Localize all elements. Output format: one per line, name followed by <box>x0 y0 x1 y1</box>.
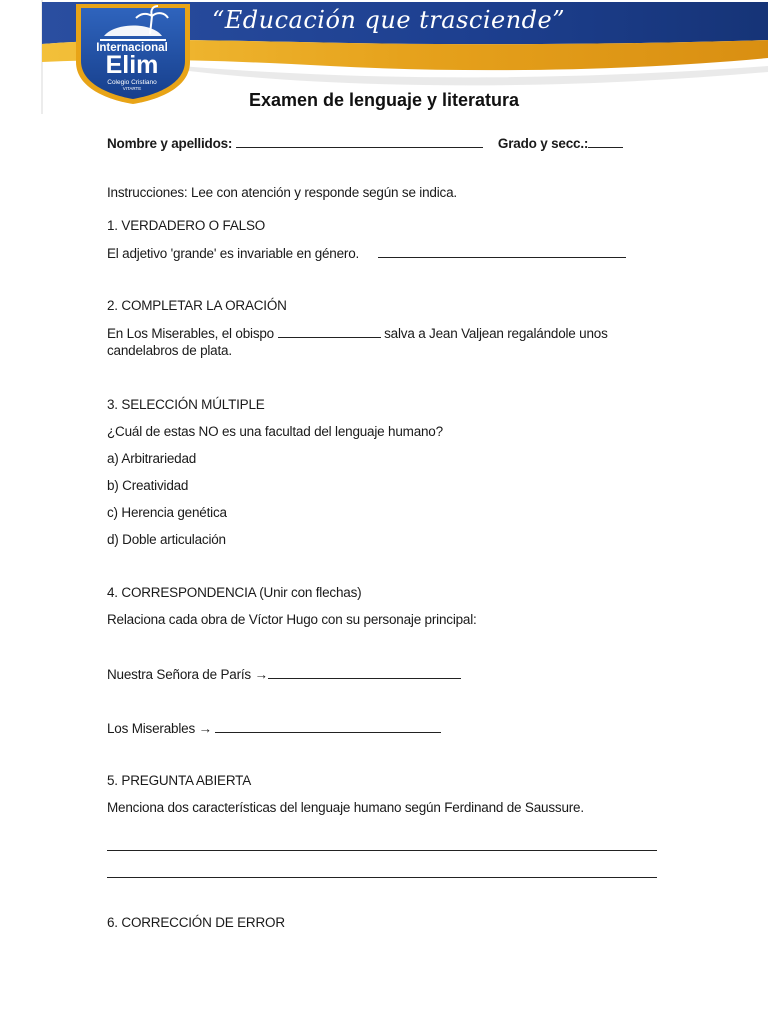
q1-heading: 1. VERDADERO O FALSO <box>107 218 266 233</box>
q5-heading: 5. PREGUNTA ABIERTA <box>107 773 251 788</box>
q2-heading: 2. COMPLETAR LA ORACIÓN <box>107 298 287 313</box>
q3-option-c[interactable]: c) Herencia genética <box>107 505 227 520</box>
logo-word-elim: Elim <box>105 51 159 79</box>
q4-item-2-label: Los Miserables → <box>107 721 212 736</box>
logo-word-vitarte: VITARTE <box>122 86 142 91</box>
q3-option-b[interactable]: b) Creatividad <box>107 478 189 493</box>
student-info-row <box>107 135 623 151</box>
q4-prompt: Relaciona cada obra de Víctor Hugo con su personaje principal: <box>107 612 477 627</box>
q5-answer-line-2[interactable] <box>107 877 657 878</box>
exam-title: Examen de lenguaje y literatura <box>248 90 520 110</box>
q4-item-1 <box>107 666 461 682</box>
school-motto: “Educación que trasciende” <box>212 6 566 34</box>
instructions: Instrucciones: Lee con atención y responde según se indica. <box>107 185 457 200</box>
q1-row <box>107 245 626 261</box>
q3-question: ¿Cuál de estas NO es una facultad del lenguaje humano? <box>107 424 443 439</box>
name-label: Nombre y apellidos: <box>107 136 233 151</box>
q6-heading: 6. CORRECCIÓN DE ERROR <box>107 915 285 930</box>
q2-answer-blank[interactable] <box>278 325 381 338</box>
q4-item-1-blank[interactable] <box>268 666 461 679</box>
q1-statement: El adjetivo 'grande' es invariable en género. <box>107 246 360 261</box>
q5-question: Menciona dos características del lenguaje humano según Ferdinand de Saussure. <box>107 800 584 815</box>
logo-word-internacional: Internacional <box>96 42 168 54</box>
logo-word-colegio: Colegio Cristiano <box>107 79 157 86</box>
q4-heading: 4. CORRESPONDENCIA (Unir con flechas) <box>107 585 362 600</box>
q3-option-a[interactable]: a) Arbitrariedad <box>107 451 197 466</box>
q4-item-2 <box>107 720 441 736</box>
q2-text-before: En Los Miserables, el obispo <box>107 326 274 341</box>
grade-label: Grado y secc.: <box>497 136 589 151</box>
q3-option-d[interactable]: d) Doble articulación <box>107 532 226 547</box>
q1-answer-blank[interactable] <box>378 245 626 258</box>
q2-sentence <box>107 325 662 359</box>
q5-answer-line-1[interactable] <box>107 850 657 851</box>
q3-heading: 3. SELECCIÓN MÚLTIPLE <box>107 397 265 412</box>
grade-blank[interactable] <box>588 135 623 148</box>
name-blank[interactable] <box>236 135 483 148</box>
q2-text-after: salva a Jean Valjean regalándole unos candelabros de plata. <box>107 326 608 358</box>
q4-item-2-blank[interactable] <box>215 720 441 733</box>
q4-item-1-label: Nuestra Señora de París → <box>107 667 268 682</box>
